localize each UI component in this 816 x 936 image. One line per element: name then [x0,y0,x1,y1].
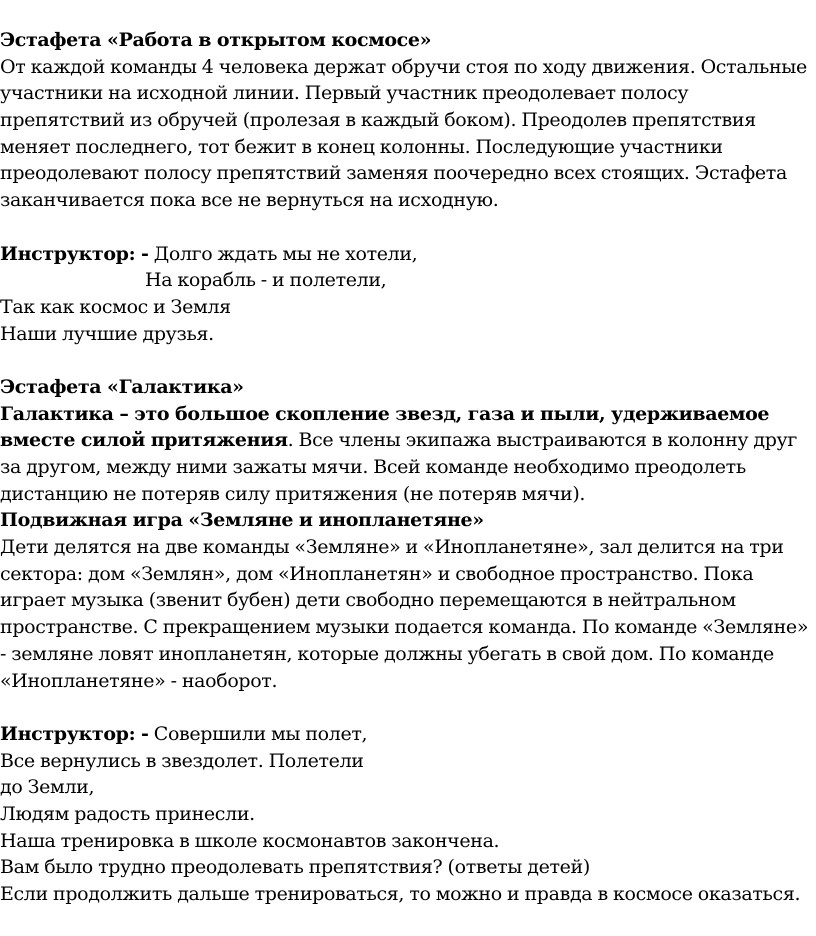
instructor-label: Инструктор: - [0,722,149,745]
galaxy-definition: Галактика – это большое скопление звезд, газа и пыли, удерживаемое [0,402,770,425]
poem-line: Совершили мы полет, [148,722,368,745]
relay1-text-line: преодолевают полосу препятствий заменяя поочередно всех стоящих. Эстафета [0,162,787,185]
game-text-line: - земляне ловят инопланетян, которые должны убегать в свой дом. По команде [0,642,774,665]
relay1-title: Эстафета «Работа в открытом космосе» [0,29,432,51]
poem-line: до Земли, [0,776,95,799]
relay1-text-line: препятствий из обручей (пролезая в каждый боком). Преодолев препятствия [0,109,756,132]
relay1-text-line: меняет последнего, тот бежит в конец колонны. Последующие участники [0,135,723,158]
game-text-line: сектора: дом «Землян», дом «Инопланетян» и свободное пространство. Пока [0,562,754,585]
game-title: Подвижная игра «Земляне и инопланетяне» [0,509,484,532]
poem-line: Долго ждать мы не хотели, [148,242,418,265]
instructor-label: Инструктор: - [0,242,149,265]
relay2-text-line: дистанцию не потеряв силу притяжения (не потеряв мячи). [0,482,586,505]
relay1-text-line: заканчивается пока все не вернуться на исходную. [0,189,499,212]
paragraph-gap [0,214,816,241]
closing-line: Вам было трудно преодолевать препятствия? (ответы детей) [0,856,590,879]
game-text-line: Дети делятся на две команды «Земляне» и «Инопланетяне», зал делится на три [0,536,784,559]
poem-line: Людям радость принесли. [0,802,255,825]
paragraph-gap [0,694,816,721]
game-text-line: играет музыка (звенит бубен) дети свободно перемещаются в нейтральном [0,589,736,612]
instructor2-first-line [0,721,816,748]
relay2-text-line: за другом, между ними зажаты мячи. Всей команде необходимо преодолеть [0,456,746,478]
game-text-line: пространстве. С прекращением музыки подается команда. По команде «Земляне» [0,616,809,639]
poem-line: Все вернулись в звездолет. Полетели [0,749,364,772]
game-text-line: «Инопланетяне» - наоборот. [0,669,278,692]
instructor1-first-line [0,241,816,268]
poem-line: На корабль - и полетели, [145,269,387,292]
relay2-text-line [0,427,816,454]
relay2-title: Эстафета «Галактика» [0,375,244,398]
poem-line: Наши лучшие друзья. [0,322,214,345]
poem-line: Так как космос и Земля [0,295,231,318]
closing-line: Наша тренировка в школе космонавтов закончена. [0,829,500,852]
paragraph-gap [0,347,816,374]
relay2-text: . Все члены экипажа выстраиваются в колонну друг [287,429,797,452]
galaxy-definition-end: вместе силой притяжения [0,429,288,452]
relay1-text-line: От каждой команды 4 человека держат обручи стоя по ходу движения. Остальные [0,55,807,78]
closing-line: Если продолжить дальше тренироваться, то можно и правда в космосе оказаться. [0,883,801,905]
relay1-text-line: участники на исходной линии. Первый участник преодолевает полосу [0,82,689,105]
